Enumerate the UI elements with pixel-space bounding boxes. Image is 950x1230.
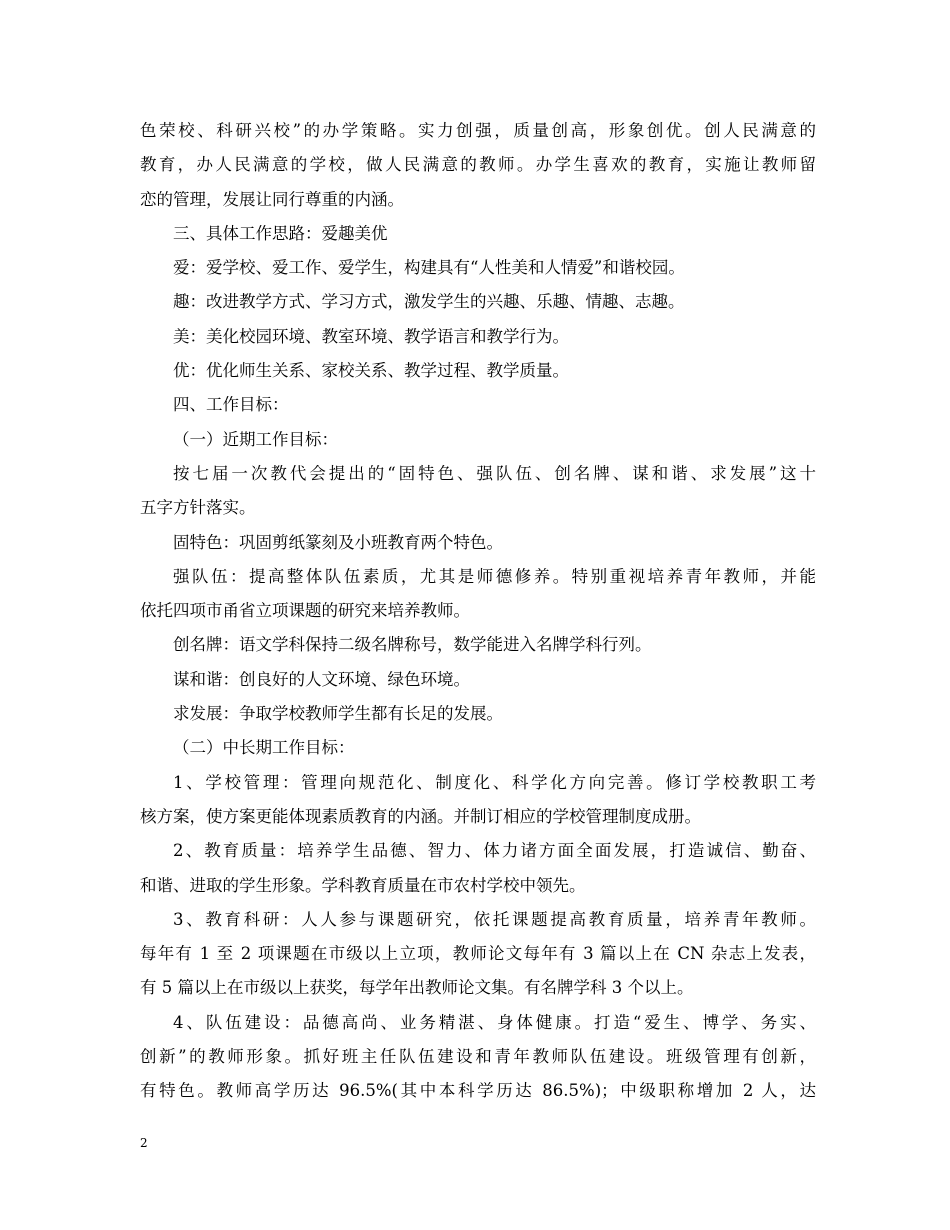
text-line: 趣：改进教学方式、学习方式，激发学生的兴趣、乐趣、情趣、志趣。 [173,292,685,312]
text-line: 按七届一次教代会提出的“固特色、强队伍、创名牌、谋和谐、求发展”这十 [173,463,816,483]
text-line: 有 5 篇以上在市级以上获奖，每学年出教师论文集。有名牌学科 3 个以上。 [140,978,694,998]
text-line: 4、队伍建设：品德高尚、业务精湛、身体健康。打造“爱生、博学、务实、 [173,1012,816,1032]
text-line: 教育，办人民满意的学校，做人民满意的教师。办学生喜欢的教育，实施让教师留 [140,155,816,175]
text-line: 爱：爱学校、爱工作、爱学生，构建具有“人性美和人情爱”和谐校园。 [173,258,685,278]
text-line: 谋和谐：创良好的人文环境、绿色环境。 [173,669,470,689]
text-line: 创新”的教师形象。抓好班主任队伍建设和青年教师队伍建设。班级管理有创新， [140,1047,816,1067]
text-line: 每年有 1 至 2 项课题在市级以上立项，教师论文每年有 3 篇以上在 CN 杂志上发表， [140,944,816,964]
text-line: 色荣校、科研兴校”的办学策略。实力创强，质量创高，形象创优。创人民满意的 [140,121,816,140]
text-line: 恋的管理，发展让同行尊重的内涵。 [140,189,404,209]
text-line: 美：美化校园环境、教室环境、教学语言和教学行为。 [173,326,569,346]
text-line: 创名牌：语文学科保持二级名牌称号，数学能进入名牌学科行列。 [173,635,652,655]
section-heading: 三、具体工作思路：爱趣美优 [173,223,388,243]
text-line: 和谐、进取的学生形象。学科教育质量在市农村学校中领先。 [140,875,586,895]
text-line: 2、教育质量：培养学生品德、智力、体力诸方面全面发展，打造诚信、勤奋、 [173,841,816,861]
text-line: 核方案，使方案更能体现素质教育的内涵。并制订相应的学校管理制度成册。 [140,806,701,826]
text-line: 3、教育科研：人人参与课题研究，依托课题提高教育质量，培养青年教师。 [173,909,816,929]
document-body [140,114,816,1109]
text-line: 强队伍：提高整体队伍素质，尤其是师德修养。特别重视培养青年教师，并能 [173,566,816,586]
page-number: 2 [140,1136,148,1150]
text-line: 五字方针落实。 [140,498,256,518]
subsection-heading: （二）中长期工作目标： [173,738,355,758]
text-line: 优：优化师生关系、家校关系、教学过程、教学质量。 [173,361,569,381]
text-line: 依托四项市甬省立项课题的研究来培养教师。 [140,601,470,621]
text-line: 有特色。教师高学历达 96.5%(其中本科学历达 86.5%)；中级职称增加 2 人，达 [140,1081,816,1101]
text-line: 求发展：争取学校教师学生都有长足的发展。 [173,704,503,724]
section-heading: 四、工作目标： [173,395,289,415]
subsection-heading: （一）近期工作目标： [173,429,338,449]
text-line: 固特色：巩固剪纸篆刻及小班教育两个特色。 [173,532,503,552]
text-line: 1、学校管理：管理向规范化、制度化、科学化方向完善。修订学校教职工考 [173,772,816,792]
